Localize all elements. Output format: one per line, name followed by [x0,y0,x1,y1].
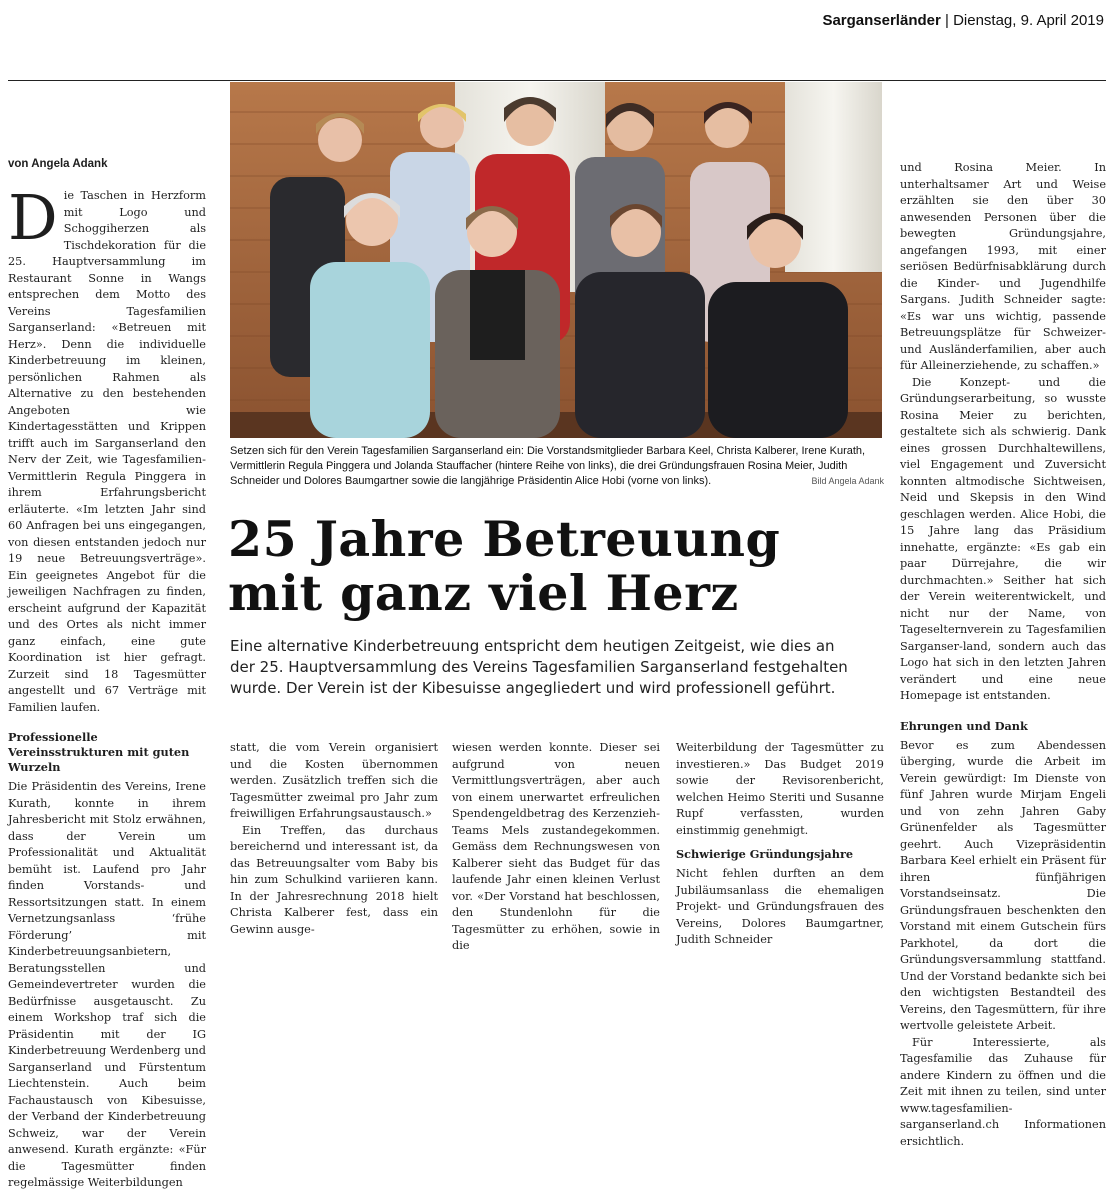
issue-date: | Dienstag, 9. April 2019 [945,12,1104,29]
paragraph: statt, die vom Verein organisiert und die Kosten übernommen werden. Zusätzlich treffen sich die Tagesmütter zweimal pro Jahr zum freiwilligen Erfahrungsaustausch.» [230,741,438,820]
caption-text: Setzen sich für den Verein Tagesfamilien Sarganserland ein: Die Vorstandsmitglieder Barbara Keel, Christa Kalberer, Irene Kurath, Vermittlerin Regula Pinggera und Jolanda Stauffacher (hintere Reihe von links), die drei Gründungsfrauen Rosina Meier, Judith Schneider und Dolores Baumgartner sowie die langjährige Präsidentin Alice Hobi (vorne von links). [230,445,866,487]
paragraph: Die Präsidentin des Vereins, Irene Kurath, konnte in ihrem Jahresbericht mit Stolz erwähnen, dass der Verein um Professionalität und Aktualität bemüht ist. Laufend pro Jahr finden Vorstands- und Ressortsitzungen statt. In einem Vernetzungsanlass ‘frühe Förderung’ mit Kinderbetreuungsanbietern, Beratungsstellen und Gemeindevertreter wurden die Bedürfnisse ausgetauscht. Zu einem Workshop traf sich die Präsidentin mit der IG Kinderbetreuung Werdenberg und Sarganserland und Fürstentum Liechtenstein. Auch beim Fachaustausch von Kibesuisse, der Verband der Kinderbetreuung Schweiz, war der Verein anwesend. Kurath ergänzte: «Für die Tagesmütter finden regelmässige Weiterbildungen [8,780,206,1189]
paragraph: Für Interessierte, als Tagesfamilie das Zuhause für andere Kindern zu öffnen und die Zeit mit ihnen zu teilen, sind unter www.tagesfamilien-sarganserland.ch Informationen ersichtlich. [900,1035,1106,1148]
subheading: Ehrungen und Dank [900,718,1028,733]
paragraph: Nicht fehlen durften an dem Jubiläumsanlass die ehemaligen Projekt- und Gründungsfrauen des Vereins, Dolores Baumgartner, Judith Schneider [676,867,884,946]
newspaper-header [822,12,1104,29]
paragraph: wiesen werden konnte. Dieser sei aufgrund von neuen Vermittlungsverträgen, aber auch von einem unerwartet erfreulichen Spendengeldbetrag des Kerzenzieh-Teams Mels zustandegekommen. Gemäss dem Rechnungswesen von Kalberer sieht das Budget für das laufende Jahr einen kleinen Verlust vor. «Der Vorstand hat beschlossen, den Stundenlohn für die Tagesmütter zu erhöhen, sowie in die [452,741,660,952]
photo-illustration [230,82,882,438]
paragraph: Ein Treffen, das durchaus bereichernd und interessant ist, da das Betreuungsalter vom Baby bis hin zum Schulkind variieren kann. In der Jahresrechnung 2018 hielt Christa Kalberer fest, dass ein Gewinn ausge- [230,823,438,936]
photo-credit: Bild Angela Adank [811,476,884,486]
lead-paragraph: Eine alternative Kinderbetreuung entspricht dem heutigen Zeitgeist, wie dies an der 25. Hauptversammlung des Vereins Tagesfamilien Sarganserland festgehalten wurde. Der Verein ist der Kibesuisse angegliedert und wird professionell geführt. [230,637,848,697]
paragraph: Die Konzept- und die Gründungserarbeitung, so wusste Rosina Meier zu berichten, gestaltete sich als schwierig. Dank eines grossen Durchhaltewillens, viel Engagement und Zuversicht konnten altmodische Sichtweisen, Neid und Skepsis in den Wind geschlagen werden. Alice Hobi, die 15 Jahre lang das Präsidium innehatte, ergänzte: «Es gab ein paar Dürrejahre, die wir durchmachten.» Seither hat sich der Verein weiterentwickelt, und nicht nur der Name, von Tageselternverein zu Tagesfamilien Sarganser-land, sondern auch das Logo hat sich in den letzten Jahren verändert und eine neue Homepage ist entstanden. [900,375,1106,702]
byline: von Angela Adank [8,158,108,170]
headline: 25 Jahre Betreuung mit ganz viel Herz [228,510,781,622]
paragraph: und Rosina Meier. In unterhaltsamer Art und Weise erzählten sie den über 30 anwesenden Personen über die bewegten Gründungsjahre, angefangen 1993, mit einer seriösen Bedürfnisabklärung durch die Kinder- und Jugendhilfe Sargans. Judith Schneider sagte: «Es war uns wichtig, passende Betreuungsplätze für Schweizer- und Ausländerfamilien, aber auch für Alleinerziehende, zu schaffen.» [900,161,1106,372]
paragraph: Bevor es zum Abendessen überging, wurde die Arbeit im Verein gewürdigt: Im Dienste von fünf Jahren wurde Mirjam Engeli und von zehn Jahren Gaby Grünenfelder als Tagesmütter geehrt. Auch Vizepräsidentin Barbara Keel erhielt ein Präsent für ihren fünfjährigen Vorstandseinsatz. Die Gründungsfrauen beschenkten den Vorstand mit einem Gutschein fürs Parkhotel, da dort die Gründungsversammlung stattfand. Und der Vorstand bedankte sich bei den wichtigsten Bestandteil des Vereins, den Tagesmüttern, für ihre wertvolle geleistete Arbeit. [900,738,1106,1032]
article-column-5 [900,160,1106,1148]
header-rule [8,80,1106,81]
paragraph: Die Taschen in Herzform mit Logo und Schoggiherzen als Tischdekoration für die 25. Hauptversammlung im Restaurant Sonne in Wangs entsprechen dem Motto des Vereins Tagesfamilien Sarganserland: «Betreuen mit Herz». Denn die individuelle Kinderbetreuung im kleinen, persönlichen Rahmen als Alternative zu den bestehenden Angeboten wie Kindertagesstätten und Krippen trifft auch im Sarganserland den Nerv der Zeit, wie Tagesfamilien-Vermittlerin Regula Pinggera in ihrem Erfahrungsbericht erläuterte. «Im letzten Jahr sind 60 Anfragen bei uns eingegangen, von diesen entstanden jedoch nur 19 neue Betreuungsverträge». Ein geeignetes Angebot für die jeweiligen Nachfragen zu finden, erscheint aufgrund der Kapazität und des Ortes als nicht immer ganz einfach, eine gute Koordination ist hier gefragt. Zurzeit sind 18 Tagesmütter angestellt und 67 Verträge mit Familien laufen. [8,181,206,714]
article-column-4 [676,740,884,946]
paragraph: Weiterbildung der Tagesmütter zu investieren.» Das Budget 2019 sowie der Revisorenbericht, welchen Heimo Steriti und Susanne Rupf verfassten, wurden einstimmig genehmigt. [676,741,884,837]
drop-cap: D [8,181,58,254]
article-column-1 [8,181,206,1189]
article-column-3 [452,740,660,952]
subheading: Professionelle Vereinsstrukturen mit guten Wurzeln [8,730,190,774]
subheading: Schwierige Gründungsjahre [676,847,854,861]
newspaper-name: Sarganserländer [822,12,941,29]
group-photo [230,82,882,438]
article-column-2 [230,740,438,936]
